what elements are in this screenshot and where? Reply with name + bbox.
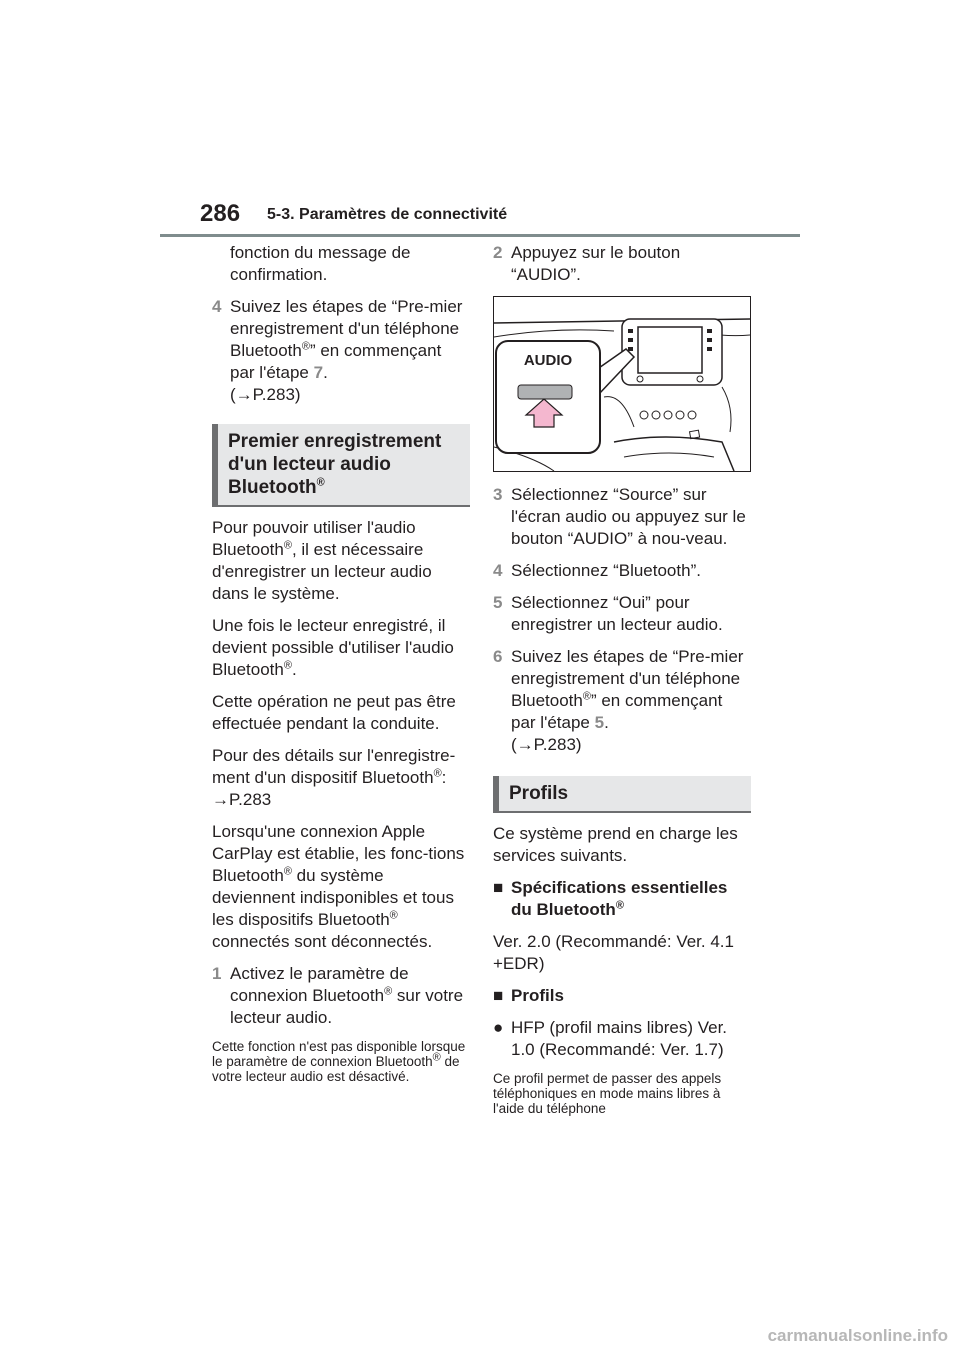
audio-button [518,385,572,399]
section-title: 5-3. Paramètres de connectivité [267,206,508,223]
paragraph: Pour pouvoir utiliser l'audio Bluetooth®, il est nécessaire d'enregistrer un lecteur audio dans le système. [212,518,432,603]
step-5 [493,592,751,636]
square-bullet-icon: ■ [493,986,504,1005]
step-6 [493,646,751,756]
bullet-dot-icon: ● [493,1018,504,1037]
heading-profils: Profils [493,776,751,813]
step-number: 5 [493,593,503,612]
step-1 [212,963,470,1029]
list-item: ● HFP (profil mains libres) Ver. 1.0 (Recommandé: Ver. 1.7) [493,1018,728,1059]
intro-continuation: fonction du message de confirmation. [230,243,411,284]
step-text: Sélectionnez “Source” sur l'écran audio ou appuyez sur le bouton “AUDIO” à nou-veau. [511,485,746,548]
step-number: 1 [212,964,222,983]
step-text: Sélectionnez “Bluetooth”. [511,561,701,580]
subheading-specifications: ■ Spécifications essentielles du Bluetooth® [493,878,728,919]
square-bullet-icon: ■ [493,878,504,897]
step-text: Suivez les étapes de “Pre-mier enregistrement d'un téléphone Bluetooth®” en commençant par l'étape 7. (→P.283) [230,297,463,404]
page-ref[interactable]: (→P.283) [230,385,301,404]
right-column [493,242,751,1126]
paragraph: Ver. 2.0 (Recommandé: Ver. 4.1 +EDR) [493,932,734,973]
step-number: 3 [493,485,503,504]
note: Cette fonction n'est pas disponible lorsque le paramètre de connexion Bluetooth® de votre lecteur audio est désactivé. [212,1039,466,1084]
paragraph: Cette opération ne peut pas être effectuée pendant la conduite. [212,692,456,733]
audio-label: AUDIO [523,352,573,369]
step-text: Activez le paramètre de connexion Bluetooth® sur votre lecteur audio. [230,964,464,1027]
dashboard-illustration [493,296,751,472]
header-rule [160,234,800,237]
step-2 [493,242,751,286]
page-ref[interactable]: (→P.283) [511,735,582,754]
step-ref: 7 [313,363,324,382]
step-text: Suivez les étapes de “Pre-mier enregistrement d'un téléphone Bluetooth®” en commençant par l'étape 5. (→P.283) [511,647,744,754]
page-number: 286 [200,200,241,227]
subheading-profils: ■ Profils [493,986,564,1005]
screen [638,327,702,373]
step-3 [493,484,751,550]
page-ref[interactable]: →P.283 [212,790,272,809]
watermark: carmanualsonline.info [767,1326,948,1345]
heading-bluetooth-audio: Premier enregistrement d'un lecteur audio Bluetooth® [212,424,470,507]
paragraph: Lorsqu'une connexion Apple CarPlay est établie, les fonc-tions Bluetooth® du système deviennent indisponibles et tous les dispositifs Bluetooth® connectés sont déconnectés. [212,822,465,951]
step-number: 2 [493,243,503,262]
step-4-right [493,560,751,582]
paragraph: Ce système prend en charge les services suivants. [493,824,738,865]
step-number: 4 [493,561,503,580]
paragraph: Une fois le lecteur enregistré, il devient possible d'utiliser l'audio Bluetooth®. [212,616,454,679]
step-4-left [212,296,470,406]
step-number: 4 [212,297,222,316]
step-text: Sélectionnez “Oui” pour enregistrer un lecteur audio. [511,593,723,634]
step-number: 6 [493,647,503,666]
paragraph: Pour des détails sur l'enregistre-ment d'un dispositif Bluetooth®: →P.283 [212,746,456,809]
step-ref: 5 [594,713,605,732]
note: Ce profil permet de passer des appels téléphoniques en mode mains libres à l'aide du téléphone [493,1071,722,1116]
step-text: Appuyez sur le bouton “AUDIO”. [511,243,681,284]
left-column [212,242,470,1094]
